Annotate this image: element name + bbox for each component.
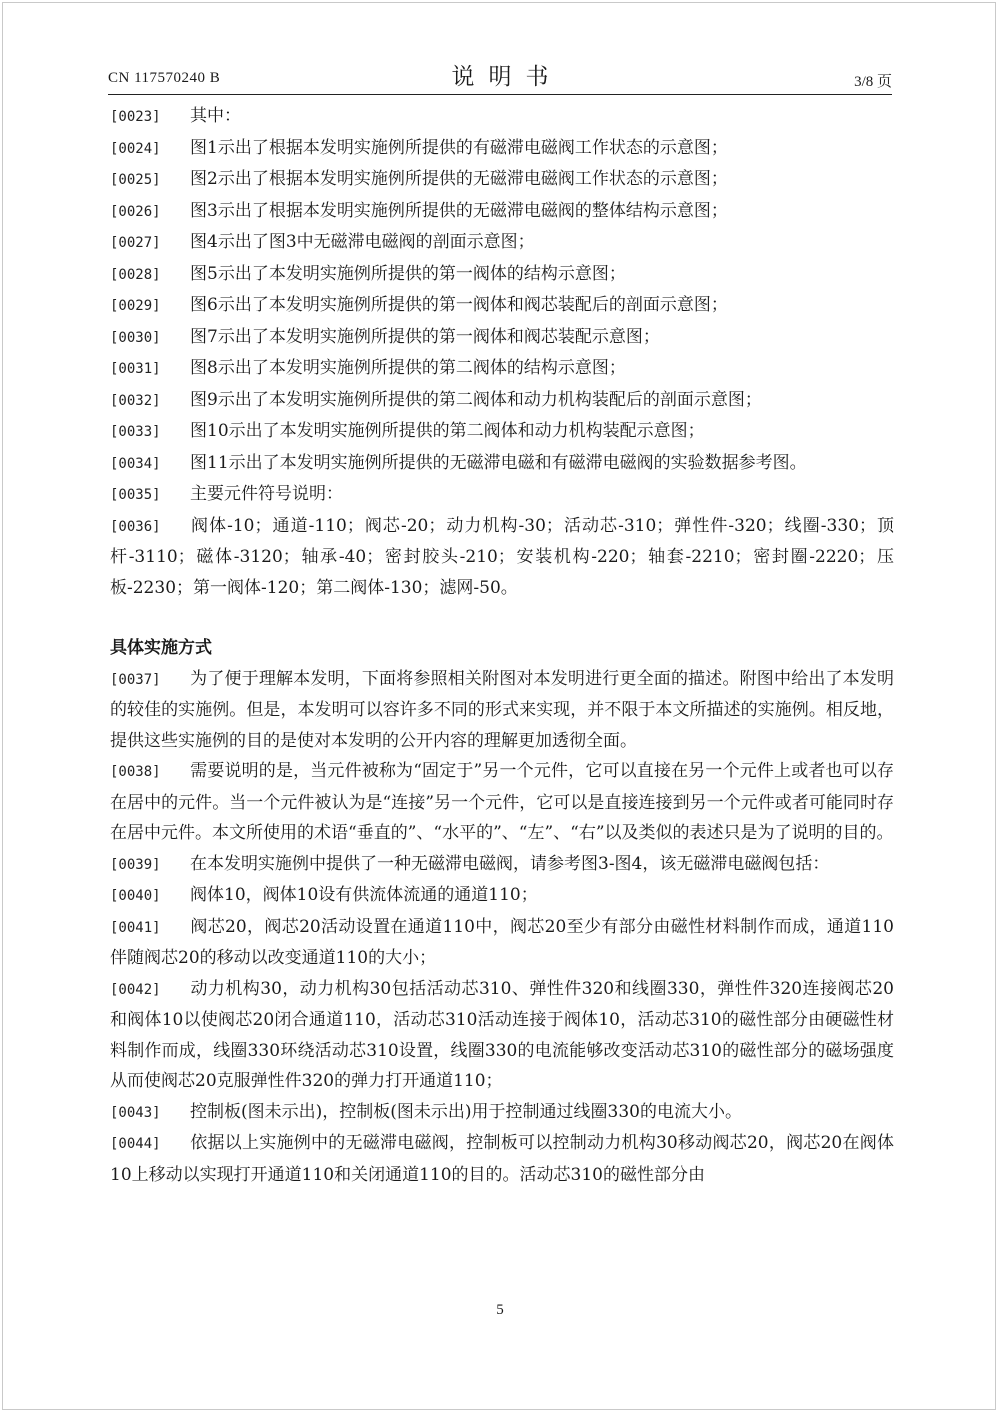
header-rule [108, 94, 892, 95]
paragraph-text: 依据以上实施例中的无磁滞电磁阀，控制板可以控制动力机构30移动阀芯20，阀芯20在阀体10上移动以实现打开通道110和关闭通道110的目的。活动芯310的磁性部分由 [110, 1133, 894, 1185]
paragraph-text: 图8示出了本发明实施例所提供的第二阀体的结构示意图； [190, 358, 626, 378]
paragraph-text: 需要说明的是，当元件被称为“固定于”另一个元件，它可以直接在另一个元件上或者也可以存在居中的元件。当一个元件被认为是“连接”另一个元件，它可以是直接连接到另一个元件或者可能同时存在居中元件。本文所使用的术语“垂直的”、“水平的”、“左”、“右”以及类似的表述只是为了说明的目的。 [110, 761, 894, 843]
paragraph-number: [0038] [110, 764, 161, 780]
paragraph [110, 416, 894, 448]
paragraph [110, 101, 894, 133]
paragraph-group-figures [110, 101, 894, 603]
paragraph-number: [0030] [110, 329, 161, 346]
paragraph [110, 290, 894, 322]
paragraph-text: 为了便于理解本发明，下面将参照相关附图对本发明进行更全面的描述。附图中给出了本发明的较佳的实施例。但是，本发明可以容许多不同的形式来实现，并不限于本文所描述的实施例。相反地，提供这些实施例的目的是使对本发明的公开内容的理解更加透彻全面。 [110, 668, 894, 751]
paragraph-number: [0027] [110, 235, 161, 251]
paragraph-text: 图9示出了本发明实施例所提供的第二阀体和动力机构装配后的剖面示意图； [190, 389, 762, 410]
section-heading: 具体实施方式 [110, 638, 212, 658]
paragraph-text: 图10示出了本发明实施例所提供的第二阀体和动力机构装配示意图； [190, 421, 705, 441]
paragraph [110, 479, 894, 511]
paragraph [110, 322, 894, 354]
paragraph-text: 阀体-10；通道-110；阀芯-20；动力机构-30；活动芯-310；弹性件-320；线圈-330；顶杆-3110；磁体-3120；轴承-40；密封胶头-210；安装机构-220；轴套-2210；密封圈-2220；压板-2230；第一阀体-120；第二阀体-130；滤网-50。 [110, 515, 894, 598]
paragraph-number: [0044] [110, 1136, 161, 1152]
paragraph-text: 阀体10，阀体10设有供流体流通的通道110； [190, 885, 538, 905]
paragraph-number: [0028] [110, 266, 161, 283]
paragraph [110, 353, 894, 385]
paragraph-text: 控制板(图未示出)，控制板(图未示出)用于控制通过线圈330的电流大小。 [190, 1101, 742, 1122]
paragraph [110, 196, 894, 228]
paragraph-text: 图11示出了本发明实施例所提供的无磁滞电磁和有磁滞电磁阀的实验数据参考图。 [190, 452, 807, 473]
paragraph [110, 448, 894, 480]
paragraph [110, 1097, 894, 1129]
page-header [108, 56, 892, 96]
paragraph-number: [0023] [110, 109, 161, 125]
paragraph [110, 164, 894, 196]
paragraph-text: 图7示出了本发明实施例所提供的第一阀体和阀芯装配示意图； [190, 326, 660, 347]
paragraph-number: [0031] [110, 361, 161, 377]
paragraph-number: [0041] [110, 919, 161, 936]
document-title: 说明书 [451, 64, 563, 90]
paragraph-number: [0033] [110, 424, 161, 440]
paragraph-text: 动力机构30，动力机构30包括活动芯310、弹性件320和线圈330，弹性件320连接阀芯20和阀体10以使阀芯20闭合通道110，活动芯310活动连接于阀体10，活动芯310的磁性部分由硬磁性材料制作而成，线圈330环绕活动芯310设置，线圈330的电流能够改变活动芯310的磁性部分的磁场强度从而使阀芯20克服弹性件320的弹力打开通道110； [110, 978, 894, 1091]
paragraph-text: 其中： [190, 106, 241, 126]
paragraph-number: [0025] [110, 172, 161, 188]
patent-number: CN 117570240 B [108, 70, 221, 86]
paragraph-text: 图2示出了根据本发明实施例所提供的无磁滞电磁阀工作状态的示意图； [190, 169, 728, 189]
paragraph-number: [0039] [110, 856, 161, 873]
paragraph [110, 259, 894, 291]
paragraph-number: [0042] [110, 981, 161, 998]
paragraph [110, 756, 894, 849]
paragraph-text: 主要元件符号说明： [190, 484, 343, 504]
paragraph-number: [0036] [110, 518, 161, 535]
paragraph [110, 974, 894, 1097]
paragraph [110, 385, 894, 417]
paragraph-text: 阀芯20，阀芯20活动设置在通道110中，阀芯20至少有部分由磁性材料制作而成，通道110伴随阀芯20的移动以改变通道110的大小； [110, 916, 894, 968]
section-gap [110, 603, 894, 633]
paragraph-number: [0040] [110, 888, 161, 904]
paragraph-text: 图5示出了本发明实施例所提供的第一阀体的结构示意图； [190, 263, 626, 284]
document-body [110, 101, 894, 1190]
paragraph [110, 849, 894, 881]
paragraph [110, 511, 894, 604]
paragraph-text: 图1示出了根据本发明实施例所提供的有磁滞电磁阀工作状态的示意图； [190, 137, 728, 158]
paragraph [110, 912, 894, 974]
paragraph [110, 880, 894, 912]
paragraph-number: [0035] [110, 487, 161, 503]
page-number: 5 [496, 1302, 504, 1318]
paragraph-text: 在本发明实施例中提供了一种无磁滞电磁阀，请参考图3-图4，该无磁滞电磁阀包括： [190, 853, 830, 874]
paragraph-number: [0024] [110, 140, 161, 157]
paragraph-number: [0026] [110, 203, 161, 220]
paragraph-text: 图4示出了图3中无磁滞电磁阀的剖面示意图； [190, 232, 535, 252]
paragraph-number: [0032] [110, 392, 161, 409]
page-indicator: 3/8 页 [854, 74, 892, 90]
paragraph-number: [0034] [110, 455, 161, 472]
paragraph-number: [0037] [110, 671, 161, 688]
paragraph-group-embodiment [110, 664, 894, 1191]
paragraph [110, 133, 894, 165]
paragraph [110, 664, 894, 757]
paragraph [110, 1128, 894, 1190]
paragraph-number: [0043] [110, 1104, 161, 1121]
paragraph-text: 图3示出了根据本发明实施例所提供的无磁滞电磁阀的整体结构示意图； [190, 200, 728, 221]
paragraph-text: 图6示出了本发明实施例所提供的第一阀体和阀芯装配后的剖面示意图； [190, 295, 728, 315]
paragraph-number: [0029] [110, 298, 161, 314]
paragraph [110, 227, 894, 259]
